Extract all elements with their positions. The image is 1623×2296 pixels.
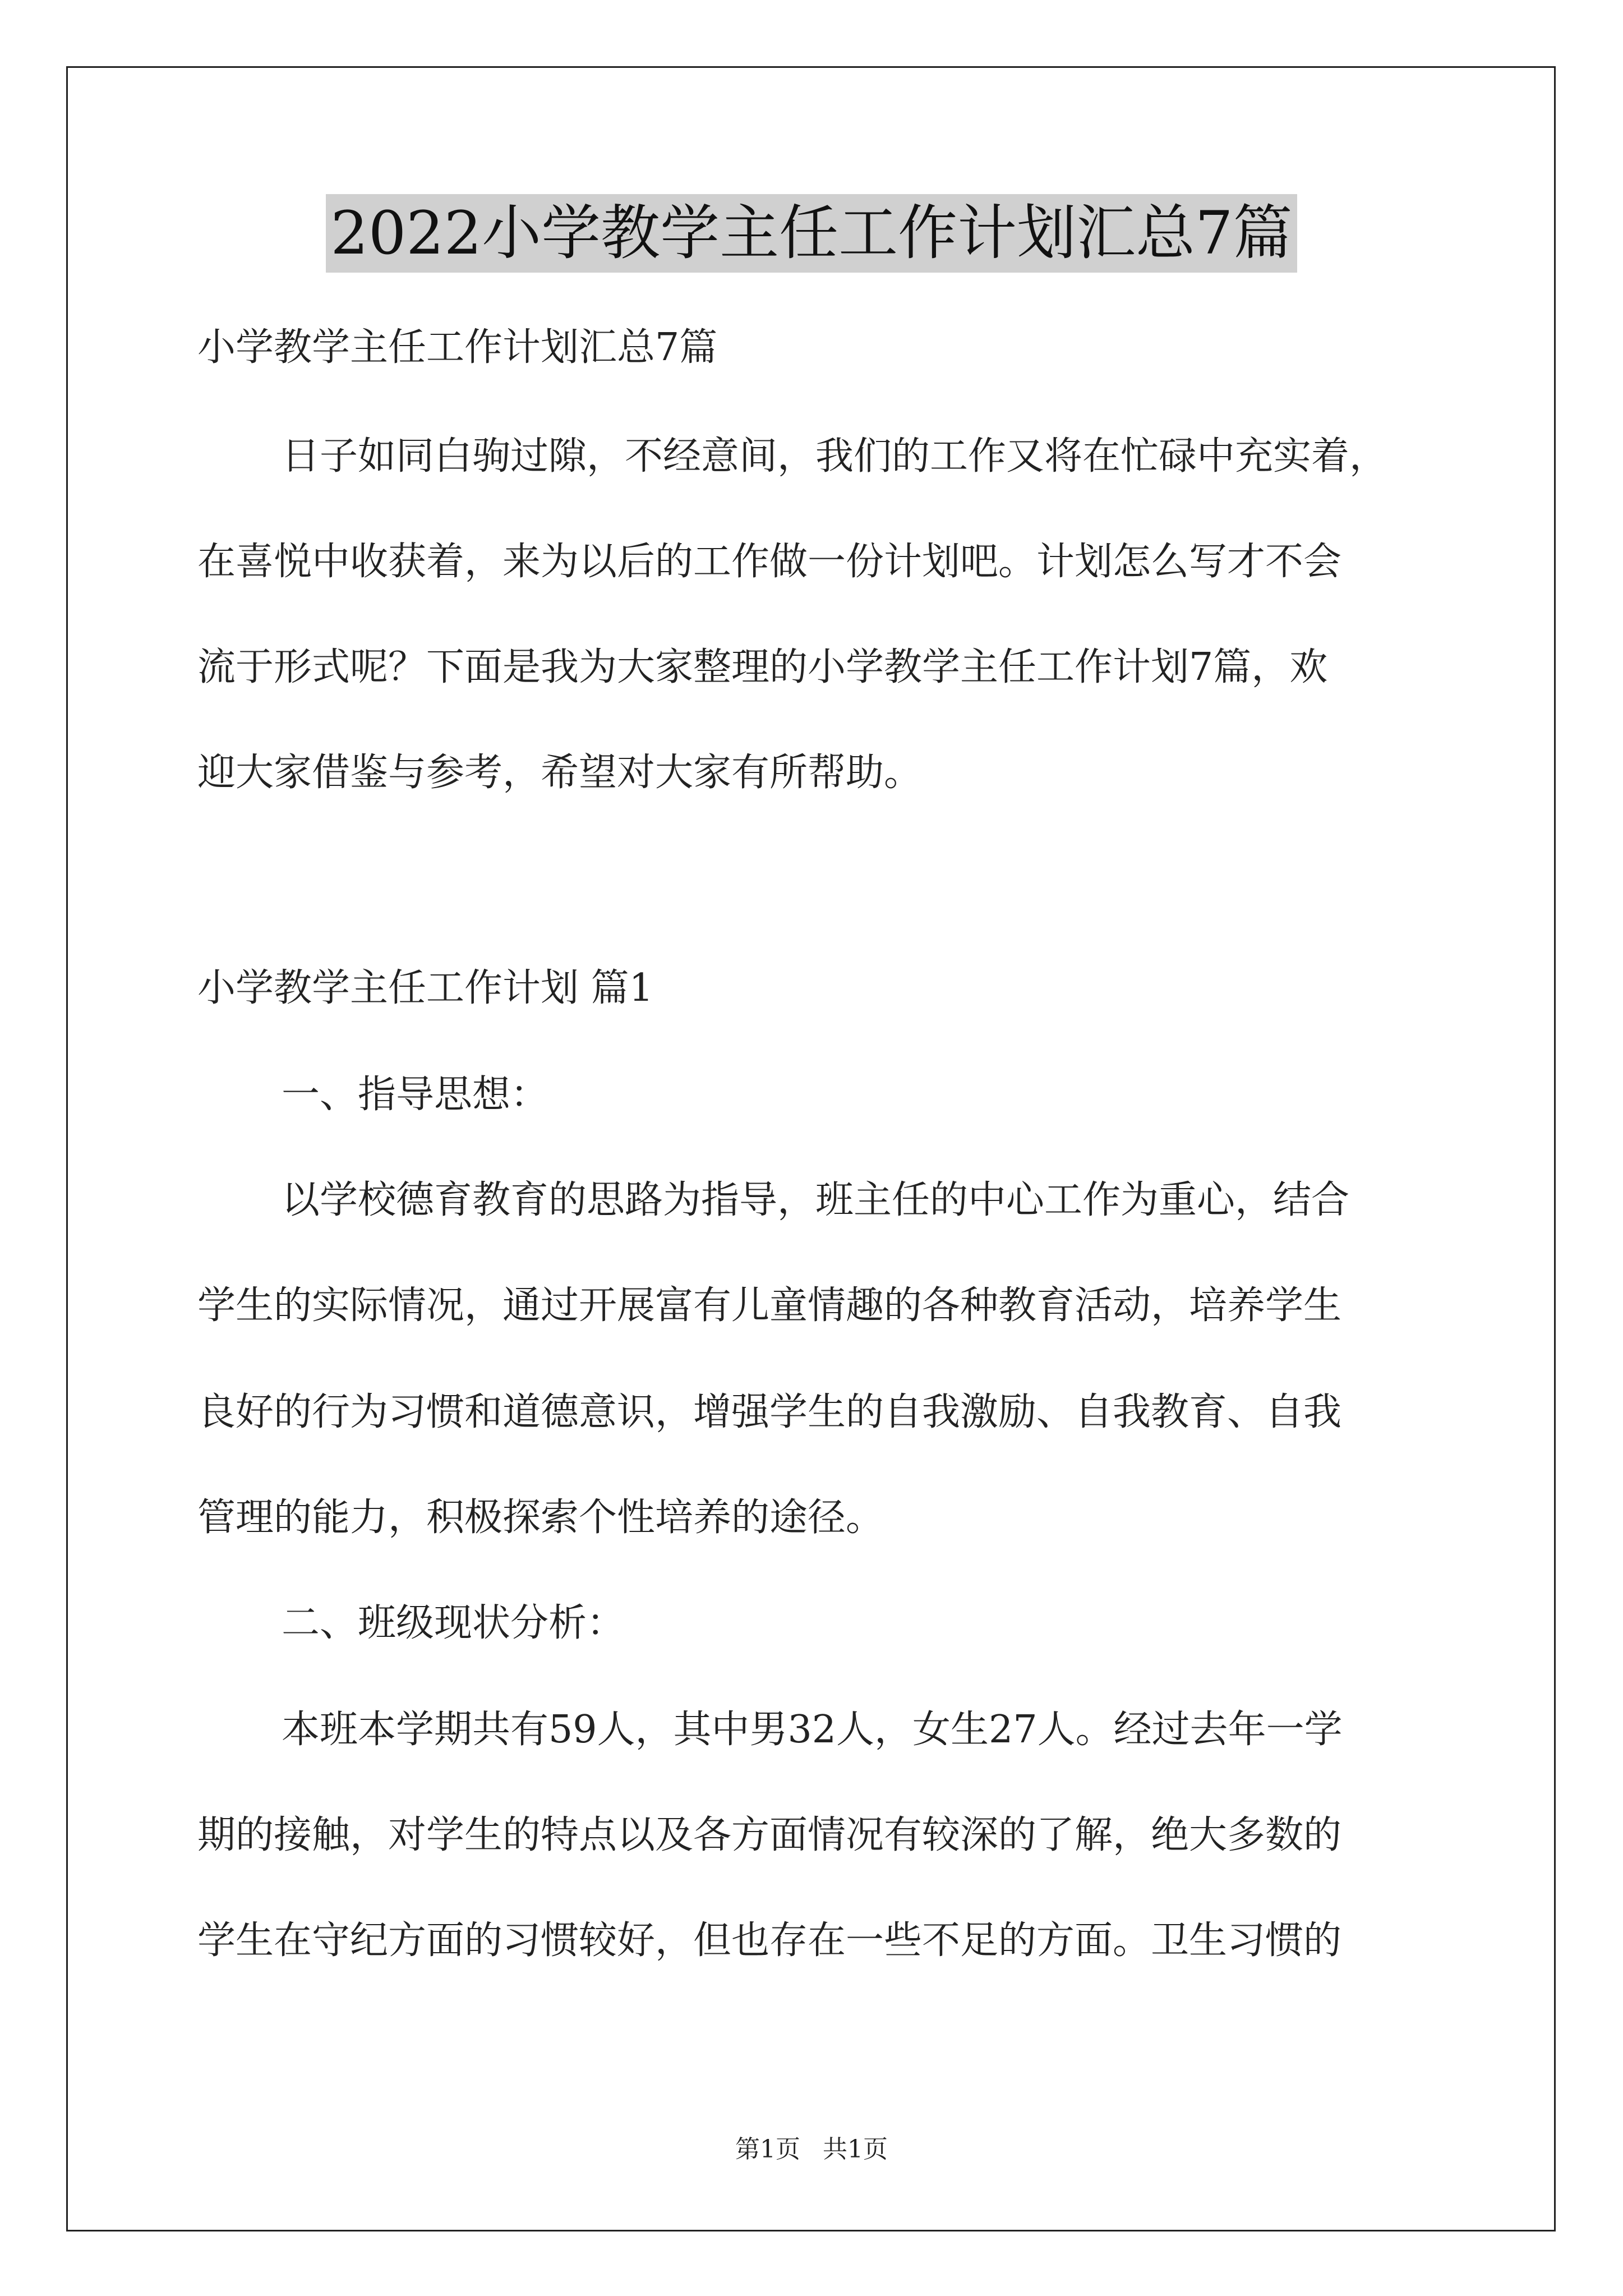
paragraph-line: 学生在守纪方面的习惯较好，但也存在一些不足的方面。卫生习惯的 [197, 1918, 1342, 1963]
paragraph-line: 管理的能力，积极探索个性培养的途径。 [197, 1496, 884, 1540]
paragraph-line: 本班本学期共有59人，其中男32人，女生27人。经过去年一学 [282, 1708, 1343, 1752]
paragraph-line: 良好的行为习惯和道德意识，增强学生的自我激励、自我教育、自我 [197, 1390, 1342, 1434]
subtitle-line: 小学教学主任工作计划汇总7篇 [197, 325, 718, 370]
paragraph-line: 在喜悦中收获着，来为以后的工作做一份计划吧。计划怎么写才不会 [197, 540, 1342, 584]
page-total: 共1页 [823, 2135, 888, 2164]
paragraph-line: 期的接触，对学生的特点以及各方面情况有较深的了解，绝大多数的 [197, 1813, 1342, 1857]
section-heading: 小学教学主任工作计划 篇1 [197, 966, 653, 1010]
paragraph-line: 以学校德育教育的思路为指导，班主任的中心工作为重心，结合 [282, 1178, 1350, 1222]
document-title: 2022小学教学主任工作计划汇总7篇 [326, 194, 1297, 273]
page-footer [0, 2133, 1623, 2166]
subsection-heading: 二、班级现状分析： [282, 1601, 625, 1645]
title-container [0, 194, 1623, 273]
paragraph-line: 流于形式呢？下面是我为大家整理的小学教学主任工作计划7篇，欢 [197, 645, 1328, 689]
subsection-heading: 一、指导思想： [282, 1073, 549, 1117]
paragraph-line: 迎大家借鉴与参考，希望对大家有所帮助。 [197, 751, 923, 795]
page-border [66, 66, 1556, 2231]
paragraph-line: 日子如同白驹过隙，不经意间，我们的工作又将在忙碌中充实着， [282, 434, 1388, 478]
page-number: 第1页 [735, 2135, 800, 2164]
paragraph-line: 学生的实际情况，通过开展富有儿童情趣的各种教育活动，培养学生 [197, 1283, 1342, 1328]
